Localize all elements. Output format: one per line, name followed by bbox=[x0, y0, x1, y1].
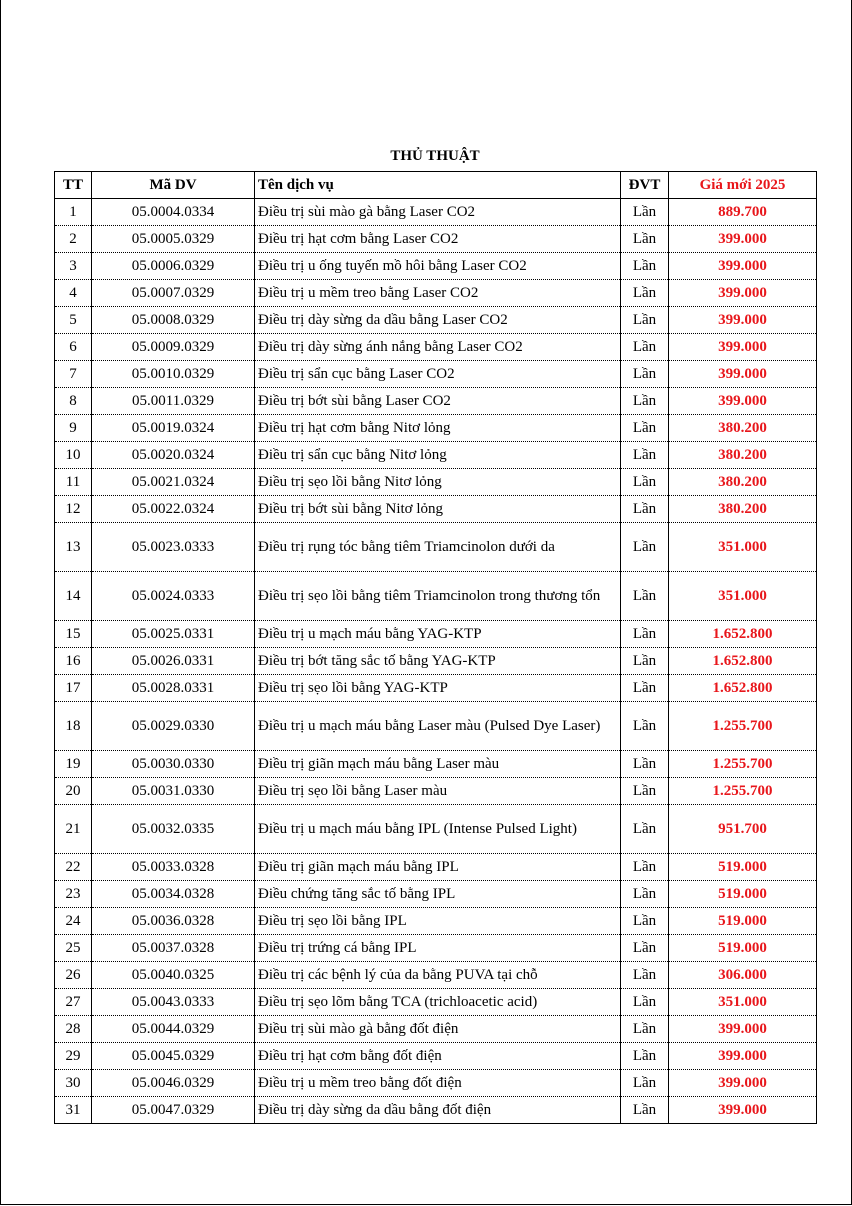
row-tt: 8 bbox=[55, 388, 92, 415]
row-price: 399.000 bbox=[669, 307, 817, 334]
row-price: 399.000 bbox=[669, 334, 817, 361]
row-tt: 28 bbox=[55, 1016, 92, 1043]
row-service-code: 05.0043.0333 bbox=[92, 989, 255, 1016]
row-unit: Lần bbox=[621, 881, 669, 908]
row-tt: 26 bbox=[55, 962, 92, 989]
row-service-code: 05.0010.0329 bbox=[92, 361, 255, 388]
table-row bbox=[55, 388, 817, 415]
row-price: 519.000 bbox=[669, 881, 817, 908]
table-row bbox=[55, 751, 817, 778]
row-price: 399.000 bbox=[669, 1043, 817, 1070]
row-unit: Lần bbox=[621, 361, 669, 388]
row-price: 1.652.800 bbox=[669, 621, 817, 648]
row-price: 380.200 bbox=[669, 415, 817, 442]
header-unit: ĐVT bbox=[621, 172, 669, 199]
row-tt: 10 bbox=[55, 442, 92, 469]
table-body bbox=[55, 199, 817, 1124]
row-service-name: Điều trị sẹo lồi bằng YAG-KTP bbox=[255, 675, 621, 702]
row-unit: Lần bbox=[621, 523, 669, 572]
row-price: 399.000 bbox=[669, 361, 817, 388]
row-unit: Lần bbox=[621, 854, 669, 881]
row-service-name: Điều trị dày sừng da dầu bằng Laser CO2 bbox=[255, 307, 621, 334]
row-service-code: 05.0020.0324 bbox=[92, 442, 255, 469]
table-row bbox=[55, 1016, 817, 1043]
header-name: Tên dịch vụ bbox=[255, 172, 621, 199]
row-service-code: 05.0011.0329 bbox=[92, 388, 255, 415]
row-tt: 16 bbox=[55, 648, 92, 675]
row-unit: Lần bbox=[621, 199, 669, 226]
table-row bbox=[55, 496, 817, 523]
row-service-name: Điều trị sùi mào gà bằng đốt điện bbox=[255, 1016, 621, 1043]
row-unit: Lần bbox=[621, 226, 669, 253]
row-price: 519.000 bbox=[669, 908, 817, 935]
row-service-code: 05.0046.0329 bbox=[92, 1070, 255, 1097]
row-tt: 5 bbox=[55, 307, 92, 334]
row-unit: Lần bbox=[621, 989, 669, 1016]
row-service-name: Điều trị hạt cơm bằng đốt điện bbox=[255, 1043, 621, 1070]
row-unit: Lần bbox=[621, 442, 669, 469]
row-service-code: 05.0023.0333 bbox=[92, 523, 255, 572]
row-unit: Lần bbox=[621, 648, 669, 675]
table-row bbox=[55, 935, 817, 962]
row-service-name: Điều trị u mạch máu bằng Laser màu (Pulsed Dye Laser) bbox=[255, 702, 621, 751]
row-service-name: Điều trị sẹo lồi bằng tiêm Triamcinolon trong thương tổn bbox=[255, 572, 621, 621]
row-service-code: 05.0033.0328 bbox=[92, 854, 255, 881]
table-row bbox=[55, 199, 817, 226]
table-row bbox=[55, 702, 817, 751]
row-service-name: Điều trị u mạch máu bằng YAG-KTP bbox=[255, 621, 621, 648]
row-service-code: 05.0009.0329 bbox=[92, 334, 255, 361]
row-tt: 17 bbox=[55, 675, 92, 702]
row-price: 1.652.800 bbox=[669, 648, 817, 675]
row-price: 351.000 bbox=[669, 572, 817, 621]
service-price-table bbox=[54, 171, 817, 1124]
row-tt: 15 bbox=[55, 621, 92, 648]
row-price: 519.000 bbox=[669, 935, 817, 962]
row-unit: Lần bbox=[621, 469, 669, 496]
row-tt: 9 bbox=[55, 415, 92, 442]
row-service-name: Điều chứng tăng sắc tố bằng IPL bbox=[255, 881, 621, 908]
row-tt: 2 bbox=[55, 226, 92, 253]
row-tt: 25 bbox=[55, 935, 92, 962]
row-unit: Lần bbox=[621, 751, 669, 778]
row-service-name: Điều trị trứng cá bằng IPL bbox=[255, 935, 621, 962]
header-code: Mã DV bbox=[92, 172, 255, 199]
row-price: 889.700 bbox=[669, 199, 817, 226]
table-row bbox=[55, 226, 817, 253]
row-service-code: 05.0008.0329 bbox=[92, 307, 255, 334]
table-row bbox=[55, 805, 817, 854]
row-price: 351.000 bbox=[669, 523, 817, 572]
row-service-name: Điều trị hạt cơm bằng Laser CO2 bbox=[255, 226, 621, 253]
row-service-code: 05.0037.0328 bbox=[92, 935, 255, 962]
row-unit: Lần bbox=[621, 1097, 669, 1124]
table-row bbox=[55, 280, 817, 307]
row-price: 351.000 bbox=[669, 989, 817, 1016]
row-price: 1.652.800 bbox=[669, 675, 817, 702]
row-unit: Lần bbox=[621, 253, 669, 280]
row-service-name: Điều trị sùi mào gà bằng Laser CO2 bbox=[255, 199, 621, 226]
row-service-name: Điều trị bớt sùi bằng Nitơ lỏng bbox=[255, 496, 621, 523]
row-unit: Lần bbox=[621, 778, 669, 805]
row-price: 380.200 bbox=[669, 469, 817, 496]
row-unit: Lần bbox=[621, 962, 669, 989]
row-service-code: 05.0036.0328 bbox=[92, 908, 255, 935]
row-service-name: Điều trị dày sừng ánh nắng bằng Laser CO2 bbox=[255, 334, 621, 361]
table-header-row bbox=[55, 172, 817, 199]
table-row bbox=[55, 621, 817, 648]
row-service-code: 05.0024.0333 bbox=[92, 572, 255, 621]
row-price: 399.000 bbox=[669, 253, 817, 280]
table-row bbox=[55, 334, 817, 361]
row-unit: Lần bbox=[621, 415, 669, 442]
row-service-name: Điều trị dày sừng da dầu bằng đốt điện bbox=[255, 1097, 621, 1124]
row-price: 380.200 bbox=[669, 496, 817, 523]
row-tt: 19 bbox=[55, 751, 92, 778]
table-row bbox=[55, 469, 817, 496]
row-unit: Lần bbox=[621, 572, 669, 621]
row-price: 306.000 bbox=[669, 962, 817, 989]
row-tt: 24 bbox=[55, 908, 92, 935]
header-tt: TT bbox=[55, 172, 92, 199]
row-tt: 27 bbox=[55, 989, 92, 1016]
row-service-name: Điều trị rụng tóc bằng tiêm Triamcinolon dưới da bbox=[255, 523, 621, 572]
row-service-name: Điều trị u mềm treo bằng đốt điện bbox=[255, 1070, 621, 1097]
row-tt: 3 bbox=[55, 253, 92, 280]
row-unit: Lần bbox=[621, 1043, 669, 1070]
row-tt: 11 bbox=[55, 469, 92, 496]
row-price: 399.000 bbox=[669, 1016, 817, 1043]
row-tt: 31 bbox=[55, 1097, 92, 1124]
row-service-code: 05.0004.0334 bbox=[92, 199, 255, 226]
row-service-code: 05.0040.0325 bbox=[92, 962, 255, 989]
row-service-code: 05.0021.0324 bbox=[92, 469, 255, 496]
row-tt: 20 bbox=[55, 778, 92, 805]
row-service-name: Điều trị giãn mạch máu bằng Laser màu bbox=[255, 751, 621, 778]
row-unit: Lần bbox=[621, 1070, 669, 1097]
row-unit: Lần bbox=[621, 805, 669, 854]
row-tt: 1 bbox=[55, 199, 92, 226]
row-service-name: Điều trị sẹo lồi bằng Nitơ lỏng bbox=[255, 469, 621, 496]
row-service-name: Điều trị sẹo lõm bằng TCA (trichloacetic acid) bbox=[255, 989, 621, 1016]
row-price: 1.255.700 bbox=[669, 751, 817, 778]
row-service-name: Điều trị u ống tuyến mồ hôi bằng Laser CO2 bbox=[255, 253, 621, 280]
row-service-name: Điều trị u mạch máu bằng IPL (Intense Pulsed Light) bbox=[255, 805, 621, 854]
row-service-name: Điều trị giãn mạch máu bằng IPL bbox=[255, 854, 621, 881]
row-tt: 7 bbox=[55, 361, 92, 388]
row-tt: 30 bbox=[55, 1070, 92, 1097]
row-service-name: Điều trị bớt sùi bằng Laser CO2 bbox=[255, 388, 621, 415]
row-tt: 13 bbox=[55, 523, 92, 572]
table-row bbox=[55, 778, 817, 805]
row-price: 951.700 bbox=[669, 805, 817, 854]
row-price: 519.000 bbox=[669, 854, 817, 881]
row-service-code: 05.0047.0329 bbox=[92, 1097, 255, 1124]
row-price: 399.000 bbox=[669, 280, 817, 307]
table-row bbox=[55, 881, 817, 908]
row-service-name: Điều trị hạt cơm bằng Nitơ lỏng bbox=[255, 415, 621, 442]
table-row bbox=[55, 572, 817, 621]
table-row bbox=[55, 648, 817, 675]
row-price: 399.000 bbox=[669, 388, 817, 415]
row-unit: Lần bbox=[621, 280, 669, 307]
row-price: 1.255.700 bbox=[669, 778, 817, 805]
row-service-code: 05.0005.0329 bbox=[92, 226, 255, 253]
table-row bbox=[55, 908, 817, 935]
table-row bbox=[55, 307, 817, 334]
row-service-code: 05.0029.0330 bbox=[92, 702, 255, 751]
row-unit: Lần bbox=[621, 388, 669, 415]
row-price: 399.000 bbox=[669, 1097, 817, 1124]
row-tt: 18 bbox=[55, 702, 92, 751]
row-service-code: 05.0028.0331 bbox=[92, 675, 255, 702]
row-tt: 4 bbox=[55, 280, 92, 307]
row-tt: 22 bbox=[55, 854, 92, 881]
row-service-name: Điều trị các bệnh lý của da bằng PUVA tại chỗ bbox=[255, 962, 621, 989]
row-service-code: 05.0044.0329 bbox=[92, 1016, 255, 1043]
row-price: 1.255.700 bbox=[669, 702, 817, 751]
row-tt: 23 bbox=[55, 881, 92, 908]
row-service-code: 05.0022.0324 bbox=[92, 496, 255, 523]
row-tt: 6 bbox=[55, 334, 92, 361]
table-row bbox=[55, 1043, 817, 1070]
row-unit: Lần bbox=[621, 935, 669, 962]
row-service-code: 05.0026.0331 bbox=[92, 648, 255, 675]
row-unit: Lần bbox=[621, 621, 669, 648]
row-tt: 21 bbox=[55, 805, 92, 854]
row-service-code: 05.0007.0329 bbox=[92, 280, 255, 307]
row-service-code: 05.0030.0330 bbox=[92, 751, 255, 778]
row-unit: Lần bbox=[621, 334, 669, 361]
row-service-code: 05.0032.0335 bbox=[92, 805, 255, 854]
row-unit: Lần bbox=[621, 1016, 669, 1043]
row-tt: 29 bbox=[55, 1043, 92, 1070]
row-service-code: 05.0045.0329 bbox=[92, 1043, 255, 1070]
row-unit: Lần bbox=[621, 496, 669, 523]
table-row bbox=[55, 854, 817, 881]
table-row bbox=[55, 962, 817, 989]
row-unit: Lần bbox=[621, 908, 669, 935]
table-row bbox=[55, 1070, 817, 1097]
row-price: 399.000 bbox=[669, 226, 817, 253]
row-service-name: Điều trị bớt tăng sắc tố bằng YAG-KTP bbox=[255, 648, 621, 675]
table-row bbox=[55, 523, 817, 572]
row-service-code: 05.0031.0330 bbox=[92, 778, 255, 805]
row-service-code: 05.0025.0331 bbox=[92, 621, 255, 648]
table-row bbox=[55, 361, 817, 388]
row-price: 380.200 bbox=[669, 442, 817, 469]
row-service-name: Điều trị sẩn cục bằng Nitơ lỏng bbox=[255, 442, 621, 469]
table-row bbox=[55, 1097, 817, 1124]
table-row bbox=[55, 989, 817, 1016]
row-service-name: Điều trị u mềm treo bằng Laser CO2 bbox=[255, 280, 621, 307]
table-row bbox=[55, 415, 817, 442]
table-row bbox=[55, 253, 817, 280]
row-service-name: Điều trị sẹo lồi bằng Laser màu bbox=[255, 778, 621, 805]
row-tt: 12 bbox=[55, 496, 92, 523]
table-row bbox=[55, 675, 817, 702]
row-price: 399.000 bbox=[669, 1070, 817, 1097]
row-unit: Lần bbox=[621, 675, 669, 702]
header-price: Giá mới 2025 bbox=[669, 172, 817, 199]
row-unit: Lần bbox=[621, 307, 669, 334]
row-service-code: 05.0006.0329 bbox=[92, 253, 255, 280]
row-service-name: Điều trị sẹo lồi bằng IPL bbox=[255, 908, 621, 935]
page-title: THỦ THUẬT bbox=[390, 148, 480, 164]
row-service-code: 05.0019.0324 bbox=[92, 415, 255, 442]
row-tt: 14 bbox=[55, 572, 92, 621]
table-row bbox=[55, 442, 817, 469]
row-service-code: 05.0034.0328 bbox=[92, 881, 255, 908]
row-unit: Lần bbox=[621, 702, 669, 751]
row-service-name: Điều trị sẩn cục bằng Laser CO2 bbox=[255, 361, 621, 388]
